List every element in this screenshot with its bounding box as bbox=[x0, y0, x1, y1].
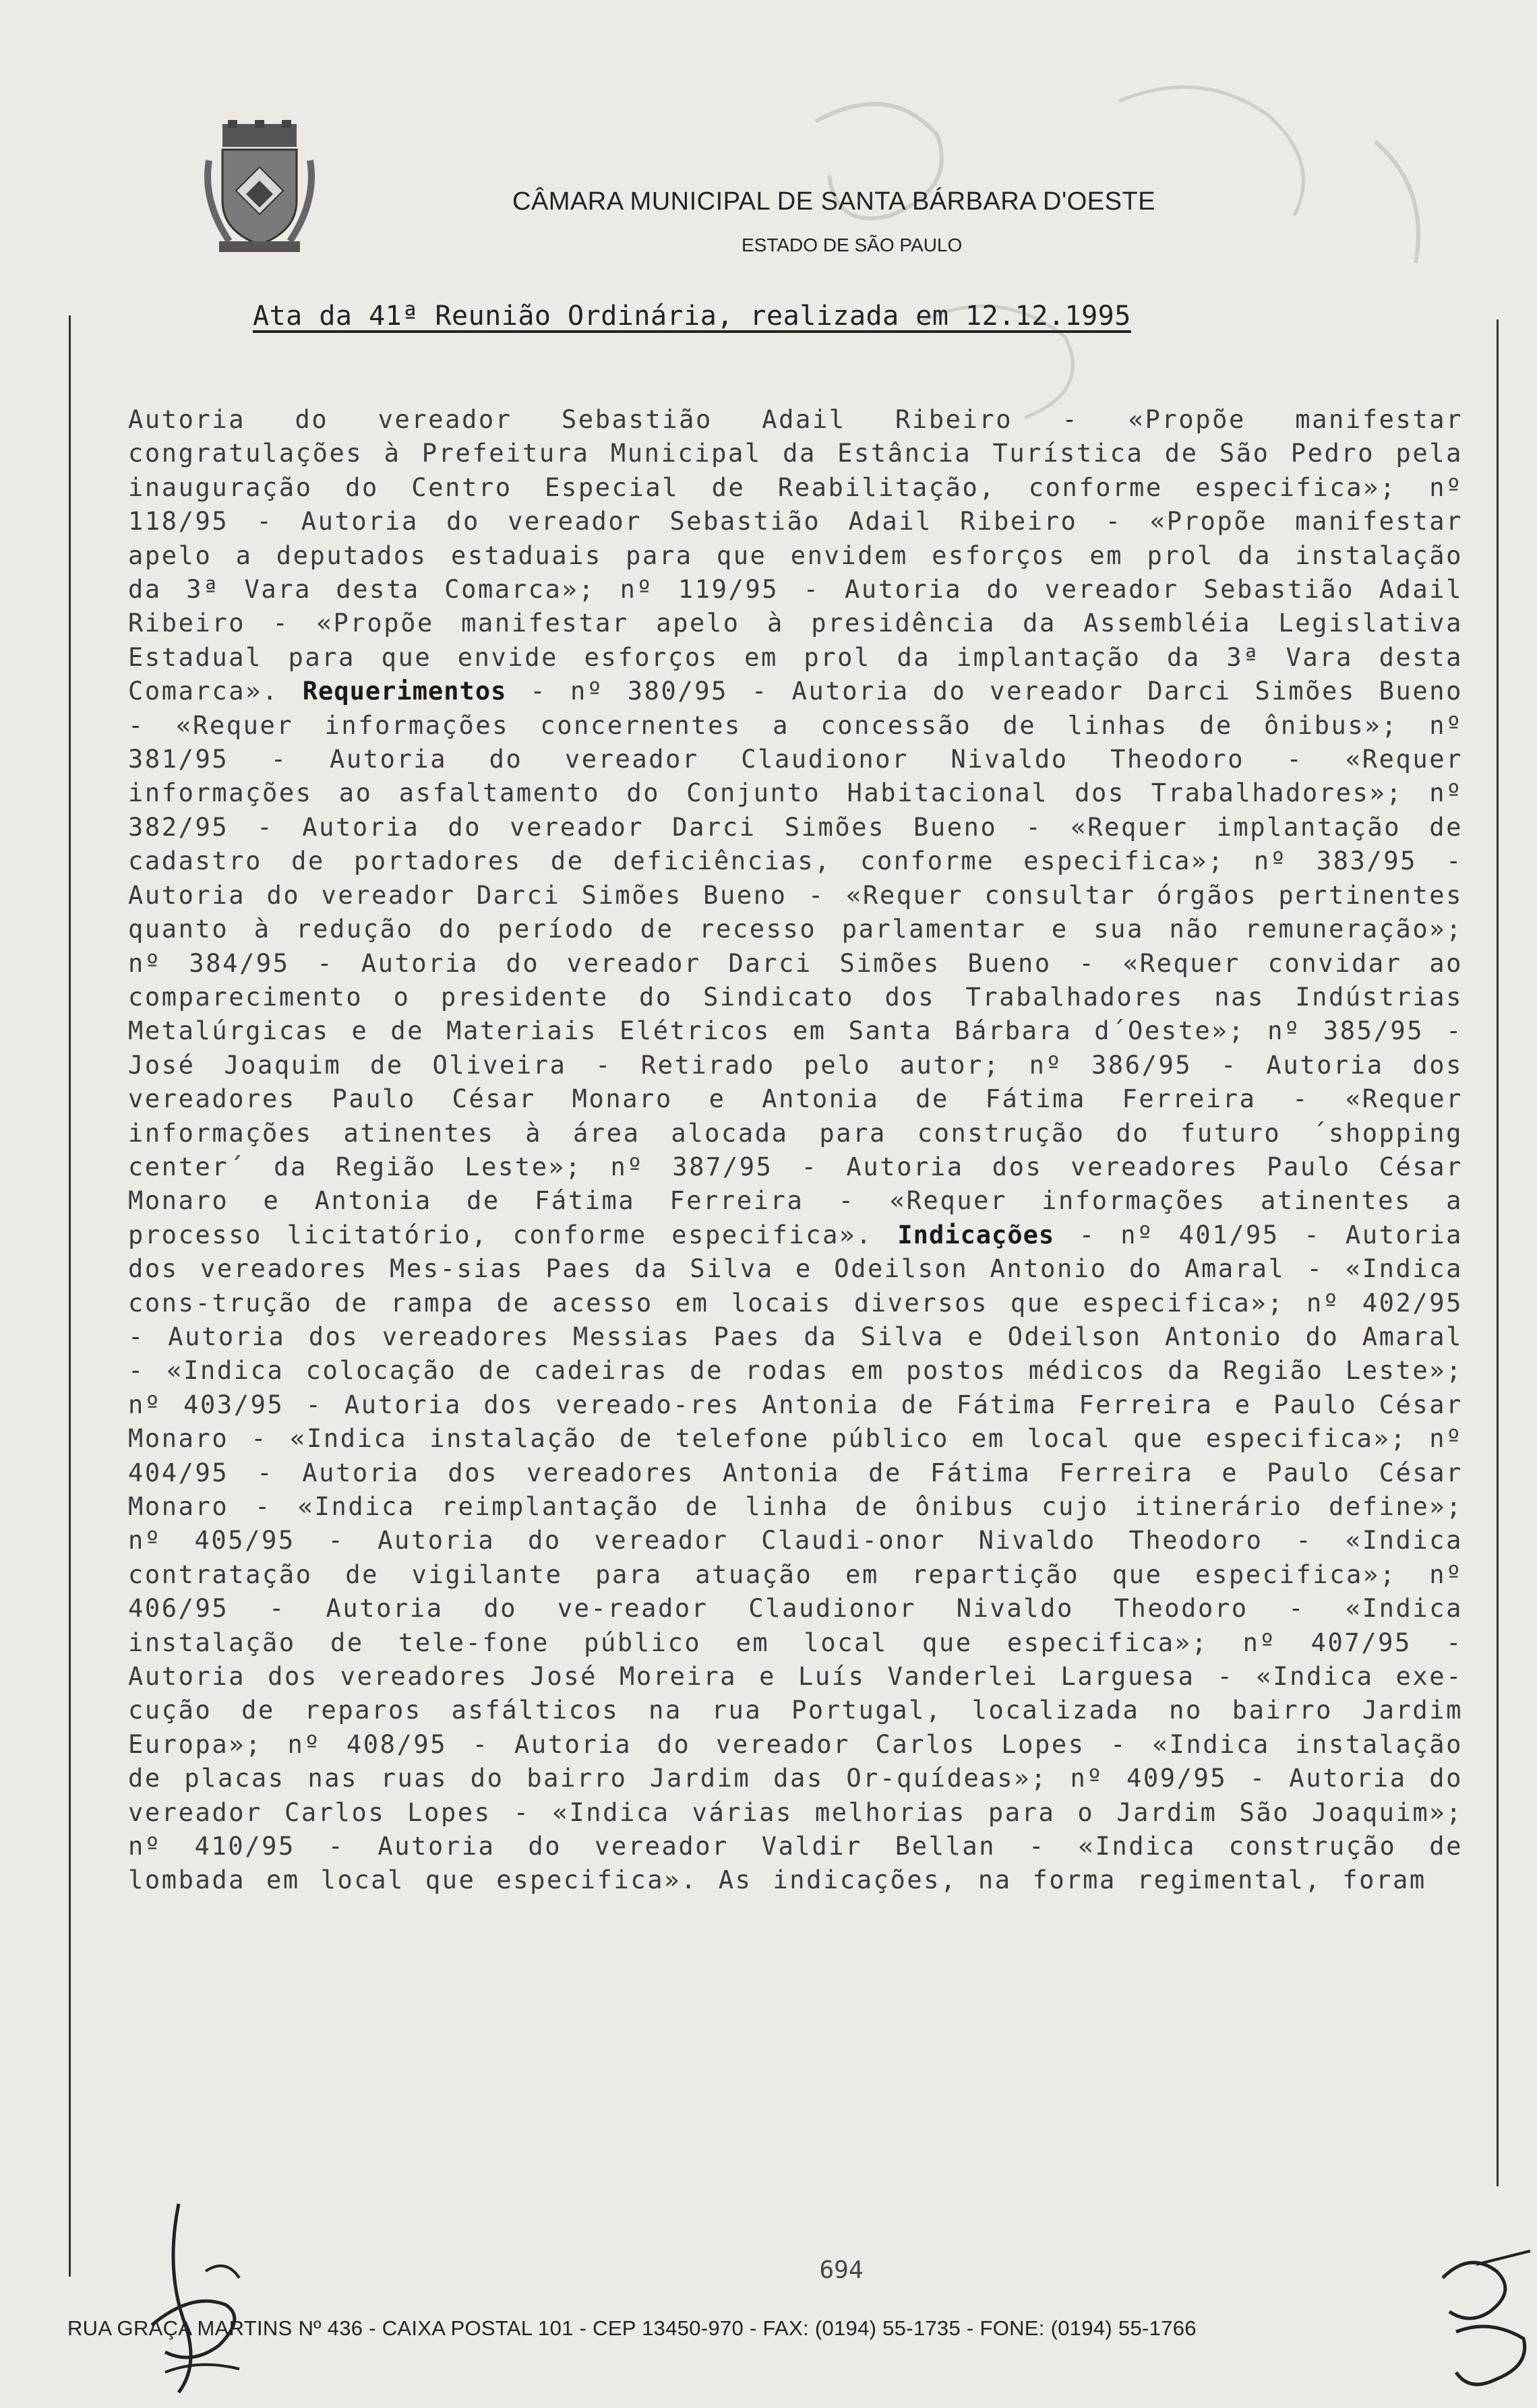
state-name: ESTADO DE SÃO PAULO bbox=[742, 235, 963, 255]
coat-of-arms-icon bbox=[202, 120, 317, 255]
signature-left bbox=[138, 2190, 260, 2399]
minutes-body bbox=[128, 403, 1463, 1898]
right-margin-rule bbox=[1497, 319, 1499, 2186]
page-number: 694 bbox=[819, 2256, 864, 2284]
body-paragraph-3: - nº 401/95 - Autoria dos vereadores Mes-sias Paes da Silva e Odeilson Antonio do Amaral - «Indica cons-trução de rampa de acesso em locais diversos que especifica»; nº 402/95 - Autoria dos vereadores Messias Paes da Silva e Odeilson Antonio do Amaral - «Indica colocação de cadeiras de rodas em postos médicos da Região Leste»; nº 403/95 - Autoria dos vereado-res Antonia de Fátima Ferreira e Paulo César Monaro - «Indica instalação de telefone público em local que especifica»; nº 404/95 - Autoria dos vereadores Antonia de Fátima Ferreira e Paulo César Monaro - «Indica reimplantação de linha de ônibus cujo itinerário define»; nº 405/95 - Autoria do vereador Claudi-onor Nivaldo Theodoro - «Indica contratação de vigilante para atuação em repartição que especifica»; nº 406/95 - Autoria do ve-reador Claudionor Nivaldo Theodoro - «Indica instalação de tele-fone público em local que especifica»; nº 407/95 - Autoria dos vereadores José Moreira e Luís Vanderlei Larguesa - «Indica exe-cução de reparos asfálticos na rua Portugal, localizada no bairro Jardim Europa»; nº 408/95 - Autoria do vereador Carlos Lopes - «Indica instalação de placas nas ruas do bairro Jardim das Or-quídeas»; nº 409/95 - Autoria do vereador Carlos Lopes - «Indica várias melhorias para o Jardim São Joaquim»; nº 410/95 - Autoria do vereador Valdir Bellan - «Indica construção de lombada em local que especifica». As indicações, na forma regimental, foram bbox=[128, 1220, 1463, 1895]
footer-address: RUA GRAÇA MARTINS Nº 436 - CAIXA POSTAL 101 - CEP 13450-970 - FAX: (0194) 55-1735 - FONE: (0194) 55-1766 bbox=[67, 2316, 1197, 2340]
left-margin-rule bbox=[69, 315, 71, 2277]
body-paragraph-1: Autoria do vereador Sebastião Adail Ribeiro - «Propõe manifestar congratulações à Prefeitura Municipal da Estância Turística de São Pedro pela inauguração do Centro Especial de Reabilitação, conforme especifica»; nº 118/95 - Autoria do vereador Sebastião Adail Ribeiro - «Propõe manifestar apelo a deputados estaduais para que envidem esforços em prol da instalação da 3ª Vara desta Comarca»; nº 119/95 - Autoria do vereador Sebastião Adail Ribeiro - «Propõe manifestar apelo à presidência da Assembléia Legislativa Estadual para que envide esforços em prol da implantação da 3ª Vara desta Comarca». bbox=[128, 405, 1463, 706]
section-heading-requerimentos: Requerimentos bbox=[302, 677, 507, 706]
institution-name: CÂMARA MUNICIPAL DE SANTA BÁRBARA D'OESTE bbox=[512, 187, 1156, 216]
section-heading-indicacoes: Indicações bbox=[897, 1220, 1055, 1249]
page-title: Ata da 41ª Reunião Ordinária, realizada em 12.12.1995 bbox=[253, 301, 1131, 332]
signature-right bbox=[1429, 2237, 1537, 2408]
body-paragraph-2: - nº 380/95 - Autoria do vereador Darci Simões Bueno - «Requer informações concernentes a concessão de linhas de ônibus»; nº 381/95 - Autoria do vereador Claudionor Nivaldo Theodoro - «Requer informações ao asfaltamento do Conjunto Habitacional dos Trabalhadores»; nº 382/95 - Autoria do vereador Darci Simões Bueno - «Requer implantação de cadastro de portadores de deficiências, conforme especifica»; nº 383/95 - Autoria do vereador Darci Simões Bueno - «Requer consultar órgãos pertinentes quanto à redução do período de recesso parlamentar e sua não remuneração»; nº 384/95 - Autoria do vereador Darci Simões Bueno - «Requer convidar ao comparecimento o presidente do Sindicato dos Trabalhadores nas Indústrias Metalúrgicas e de Materiais Elétricos em Santa Bárbara d´Oeste»; nº 385/95 - José Joaquim de Oliveira - Retirado pelo autor; nº 386/95 - Autoria dos vereadores Paulo César Monaro e Antonia de Fátima Ferreira - «Requer informações atinentes à área alocada para construção do futuro ´shopping center´ da Região Leste»; nº 387/95 - Autoria dos vereadores Paulo César Monaro e Antonia de Fátima Ferreira - «Requer informações atinentes a processo licitatório, conforme especifica». bbox=[128, 677, 1463, 1249]
